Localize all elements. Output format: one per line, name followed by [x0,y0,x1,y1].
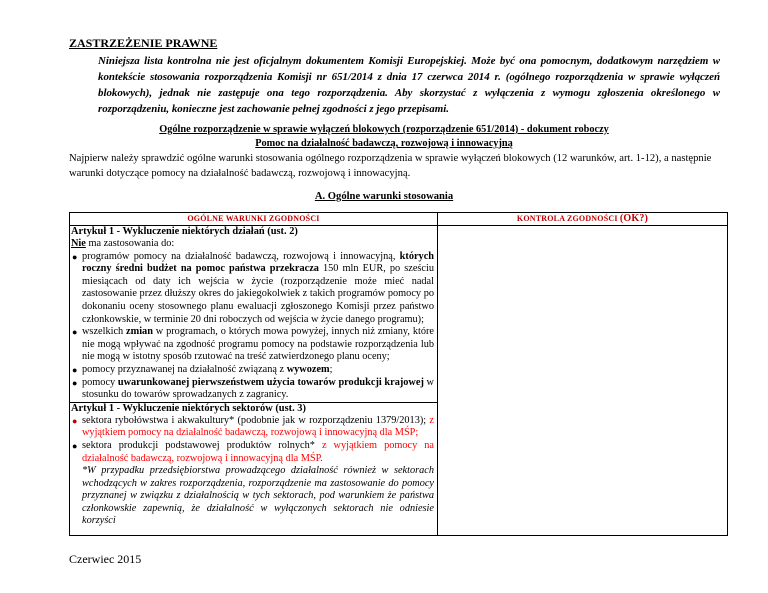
bullet-icon: ● [72,364,78,375]
disclaimer-text: Niniejsza lista kontrolna nie jest oficjalnym dokumentem Komisji Europejskiej. Może być ona pomocnym, dodatkowym narzędziem w kontekście stosowania rozporządzenia Komisji nr 651/2014 z dnia 17 czerwca 2014 r. (ogólnego rozporządzenia w sprawie wyłączeń blokowych), jednak nie zastępuje ona tego rozporządzenia. Aby skorzystać z wyłączenia z wymogu zgłoszenia określonego w rozporządzeniu, konieczne jest zachowanie pełnej zgodności z jego przepisami. [98,55,720,115]
article-1-sectors-heading: Artykuł 1 - Wykluczenie niektórych sektorów (ust. 3) [70,402,437,415]
regulation-title: Ogólne rozporządzenie w sprawie wyłączeń blokowych (rozporządzenie 651/2014) - dokument roboczy [159,124,609,135]
list-item-text: których roczny średni budżet na pomoc państwa przekracza [82,250,434,275]
list-item-text: ; [329,363,333,375]
conditions-table [69,212,728,536]
list-item-text: w programach, o których mowa powyżej, innych niż zmiany, które nie mogą wpływać na zgodność programu pomocy na podstawie rozporządzenia lub nie mogą w istotny sposób rzutować na treść zatwierdzonego planu oceny; [82,326,434,363]
list-item-text: w stosunku do towarów sprowadzanych z zagranicy. [82,376,434,401]
bullet-icon: ● [72,440,78,451]
bullet-icon: ● [72,251,78,262]
list-item-text: 150 mln EUR, po sześciu miesiącach od daty ich wejścia w życie (rozporządzenie może mieć nadal zastosowanie przez dłuższy okres do jakiegokolwiek z takich programów pomocy po dokonaniu oceny stosownego planu ewaluacji zgłoszonego Komisji przez państwo członkowskie, w terminie 20 dni roboczych od wejścia w życie danego programu); [82,263,434,325]
bullet-icon: ● [72,415,78,426]
list-item [70,326,437,364]
agriculture-exception-text: z wyjątkiem pomocy na działalność badawczą, rozwojową i innowacyjną dla MŚP. [82,439,434,464]
list-item-text: pomocy [82,376,118,388]
article-1-exclusions-list [70,251,437,402]
section-title: A. Ogólne warunki stosowania [314,191,454,202]
page-title: ZASTRZEŻENIE PRAWNE [69,36,218,50]
compliance-column [438,213,727,535]
compliance-column-header [438,213,727,225]
article-1-activities-heading: Artykuł 1 - Wykluczenie niektórych działań (ust. 2) [70,225,437,238]
list-item-text: pomocy przyznawanej na działalność związaną z [82,363,287,375]
list-item [70,251,437,327]
header-divider [438,225,727,226]
footer-date: Czerwiec 2015 [69,552,142,566]
list-item-text: uwarunkowanej pierwszeństwem użycia towarów produkcji krajowej [117,376,424,388]
list-item-text: wszelkich [82,326,127,338]
fishery-text: sektora rybołówstwa i akwakultury* (podobnie jak w rozporządzeniu 1379/2013); [82,414,430,426]
list-item [70,440,437,465]
list-item [70,377,437,402]
compliance-header-small: KONTROLA ZGODNOŚCI [516,214,620,223]
article-1-sectors-list [70,415,437,465]
bullet-icon: ● [72,327,78,338]
list-item-text: wywozem [286,363,330,375]
article-1-lead [70,238,437,251]
intro-text: Najpierw należy sprawdzić ogólne warunki stosowania ogólnego rozporządzenia w sprawie wyłączeń blokowych (12 warunków, art. 1-12), a następnie warunki dotyczące pomocy na działalność badawczą, rozwojową i innowacyjną. [69,153,712,179]
list-item [70,415,437,440]
sector-note: *W przypadku przedsiębiorstwa prowadzącego działalność również w sektorach wchodzących w zakres rozporządzenia, rozporządzenie ma zastosowanie do pomocy przyznanej w związku z działalnością w tych sektorach, pod warunkiem że państwa członkowskie zapewnią, że działalność w wyłączonych sektorach nie odniesie korzyści [82,465,434,527]
lead-bold: Nie [71,238,86,249]
lead-rest: ma zastosowania do: [85,238,175,249]
compliance-header-ok: (OK?) [619,213,649,224]
bullet-icon: ● [72,377,78,388]
list-item-text: zmian [126,326,153,338]
fishery-exception-text: z wyjątkiem pomocy na działalność badawczą, rozwojową i innowacyjną dla MŚP; [82,414,434,439]
list-item [70,364,437,377]
list-item-text: programów pomocy na działalność badawczą, rozwojową i innowacyjną, [82,250,400,262]
regulation-subtitle: Pomoc na działalność badawczą, rozwojową i innowacyjną [255,138,513,149]
agriculture-text: sektora produkcji podstawowej produktów rolnych* [82,439,322,451]
conditions-column [70,213,438,535]
conditions-column-header: OGÓLNE WARUNKI ZGODNOŚCI [187,214,320,223]
